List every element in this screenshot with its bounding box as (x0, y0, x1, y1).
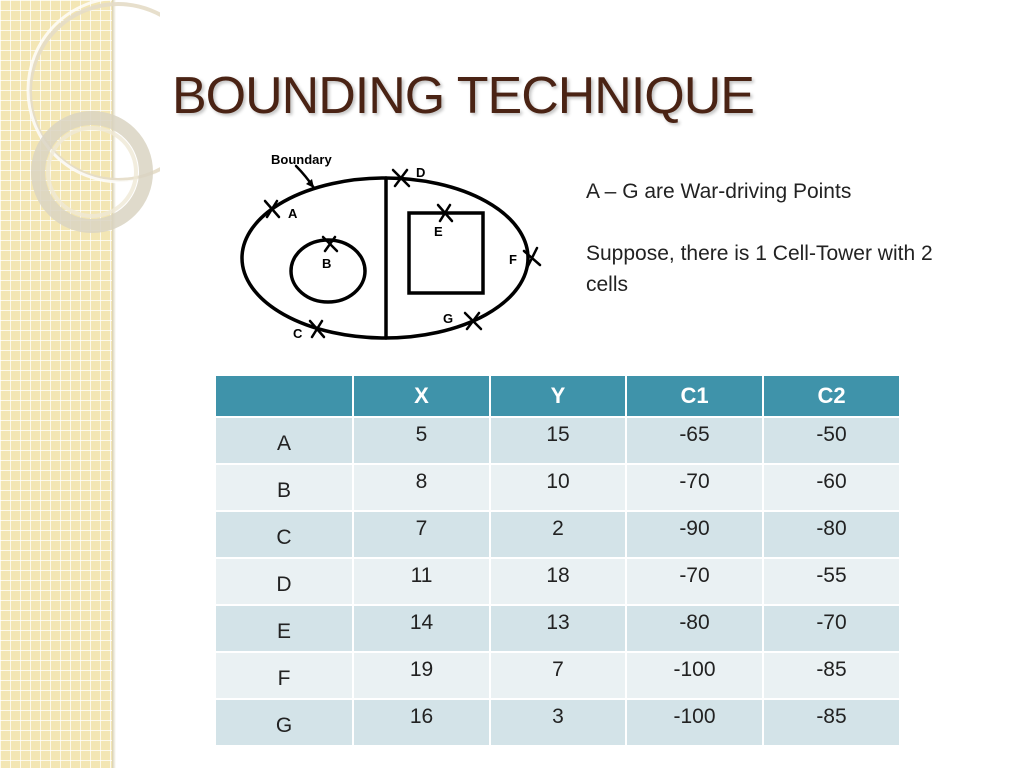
cell-c2: -60 (763, 464, 899, 511)
cell-x: 8 (353, 464, 490, 511)
row-label: F (216, 652, 353, 699)
cell-c2: -80 (763, 511, 899, 558)
cell-c1: -100 (626, 699, 763, 746)
header-c2: C2 (763, 376, 899, 417)
cell-two-rectangle (409, 213, 483, 293)
cell-c1: -70 (626, 464, 763, 511)
header-x: X (353, 376, 490, 417)
point-g-label: G (443, 311, 454, 326)
cell-x: 14 (353, 605, 490, 652)
cell-x: 7 (353, 511, 490, 558)
cell-c2: -50 (763, 417, 899, 464)
row-label: D (216, 558, 353, 605)
cell-c2: -85 (763, 699, 899, 746)
point-a-label: A (288, 206, 298, 221)
cell-y: 7 (490, 652, 626, 699)
cell-c2: -70 (763, 605, 899, 652)
cell-y: 15 (490, 417, 626, 464)
cell-y: 10 (490, 464, 626, 511)
decorative-rings (0, 0, 160, 260)
cell-x: 19 (353, 652, 490, 699)
row-label: B (216, 464, 353, 511)
row-label: A (216, 417, 353, 464)
cell-c2: -55 (763, 558, 899, 605)
data-table (216, 376, 899, 747)
table-row (216, 699, 899, 746)
cell-x: 11 (353, 558, 490, 605)
point-f-label: F (509, 252, 517, 267)
point-g-marker (465, 313, 481, 329)
cell-c1: -65 (626, 417, 763, 464)
cell-c1: -100 (626, 652, 763, 699)
description (586, 176, 946, 300)
cell-x: 16 (353, 699, 490, 746)
cell-y: 2 (490, 511, 626, 558)
header-c1: C1 (626, 376, 763, 417)
boundary-label: Boundary (271, 152, 332, 167)
header-label (216, 376, 353, 417)
point-b-label: B (322, 256, 332, 271)
point-a-marker (265, 201, 279, 217)
table-row (216, 417, 899, 464)
point-c-label: C (293, 326, 303, 341)
row-label: G (216, 699, 353, 746)
table-header-row (216, 376, 899, 417)
cell-y: 13 (490, 605, 626, 652)
point-e-label: E (434, 224, 443, 239)
row-label: C (216, 511, 353, 558)
cell-one-circle (291, 240, 365, 302)
page-title: BOUNDING TECHNIQUE (172, 67, 754, 125)
table-row (216, 558, 899, 605)
point-d-label: D (416, 165, 426, 180)
table-row (216, 652, 899, 699)
table-row (216, 464, 899, 511)
table-row (216, 511, 899, 558)
point-markers (265, 170, 540, 337)
cell-c1: -80 (626, 605, 763, 652)
row-label: E (216, 605, 353, 652)
table-row (216, 605, 899, 652)
cell-y: 3 (490, 699, 626, 746)
description-line-1: A – G are War-driving Points (586, 180, 852, 203)
cell-c1: -90 (626, 511, 763, 558)
cell-x: 5 (353, 417, 490, 464)
header-y: Y (490, 376, 626, 417)
description-line-2: Suppose, there is 1 Cell-Tower with 2 cells (586, 242, 933, 296)
cell-y: 18 (490, 558, 626, 605)
cell-c1: -70 (626, 558, 763, 605)
cell-c2: -85 (763, 652, 899, 699)
boundary-diagram (228, 144, 558, 354)
